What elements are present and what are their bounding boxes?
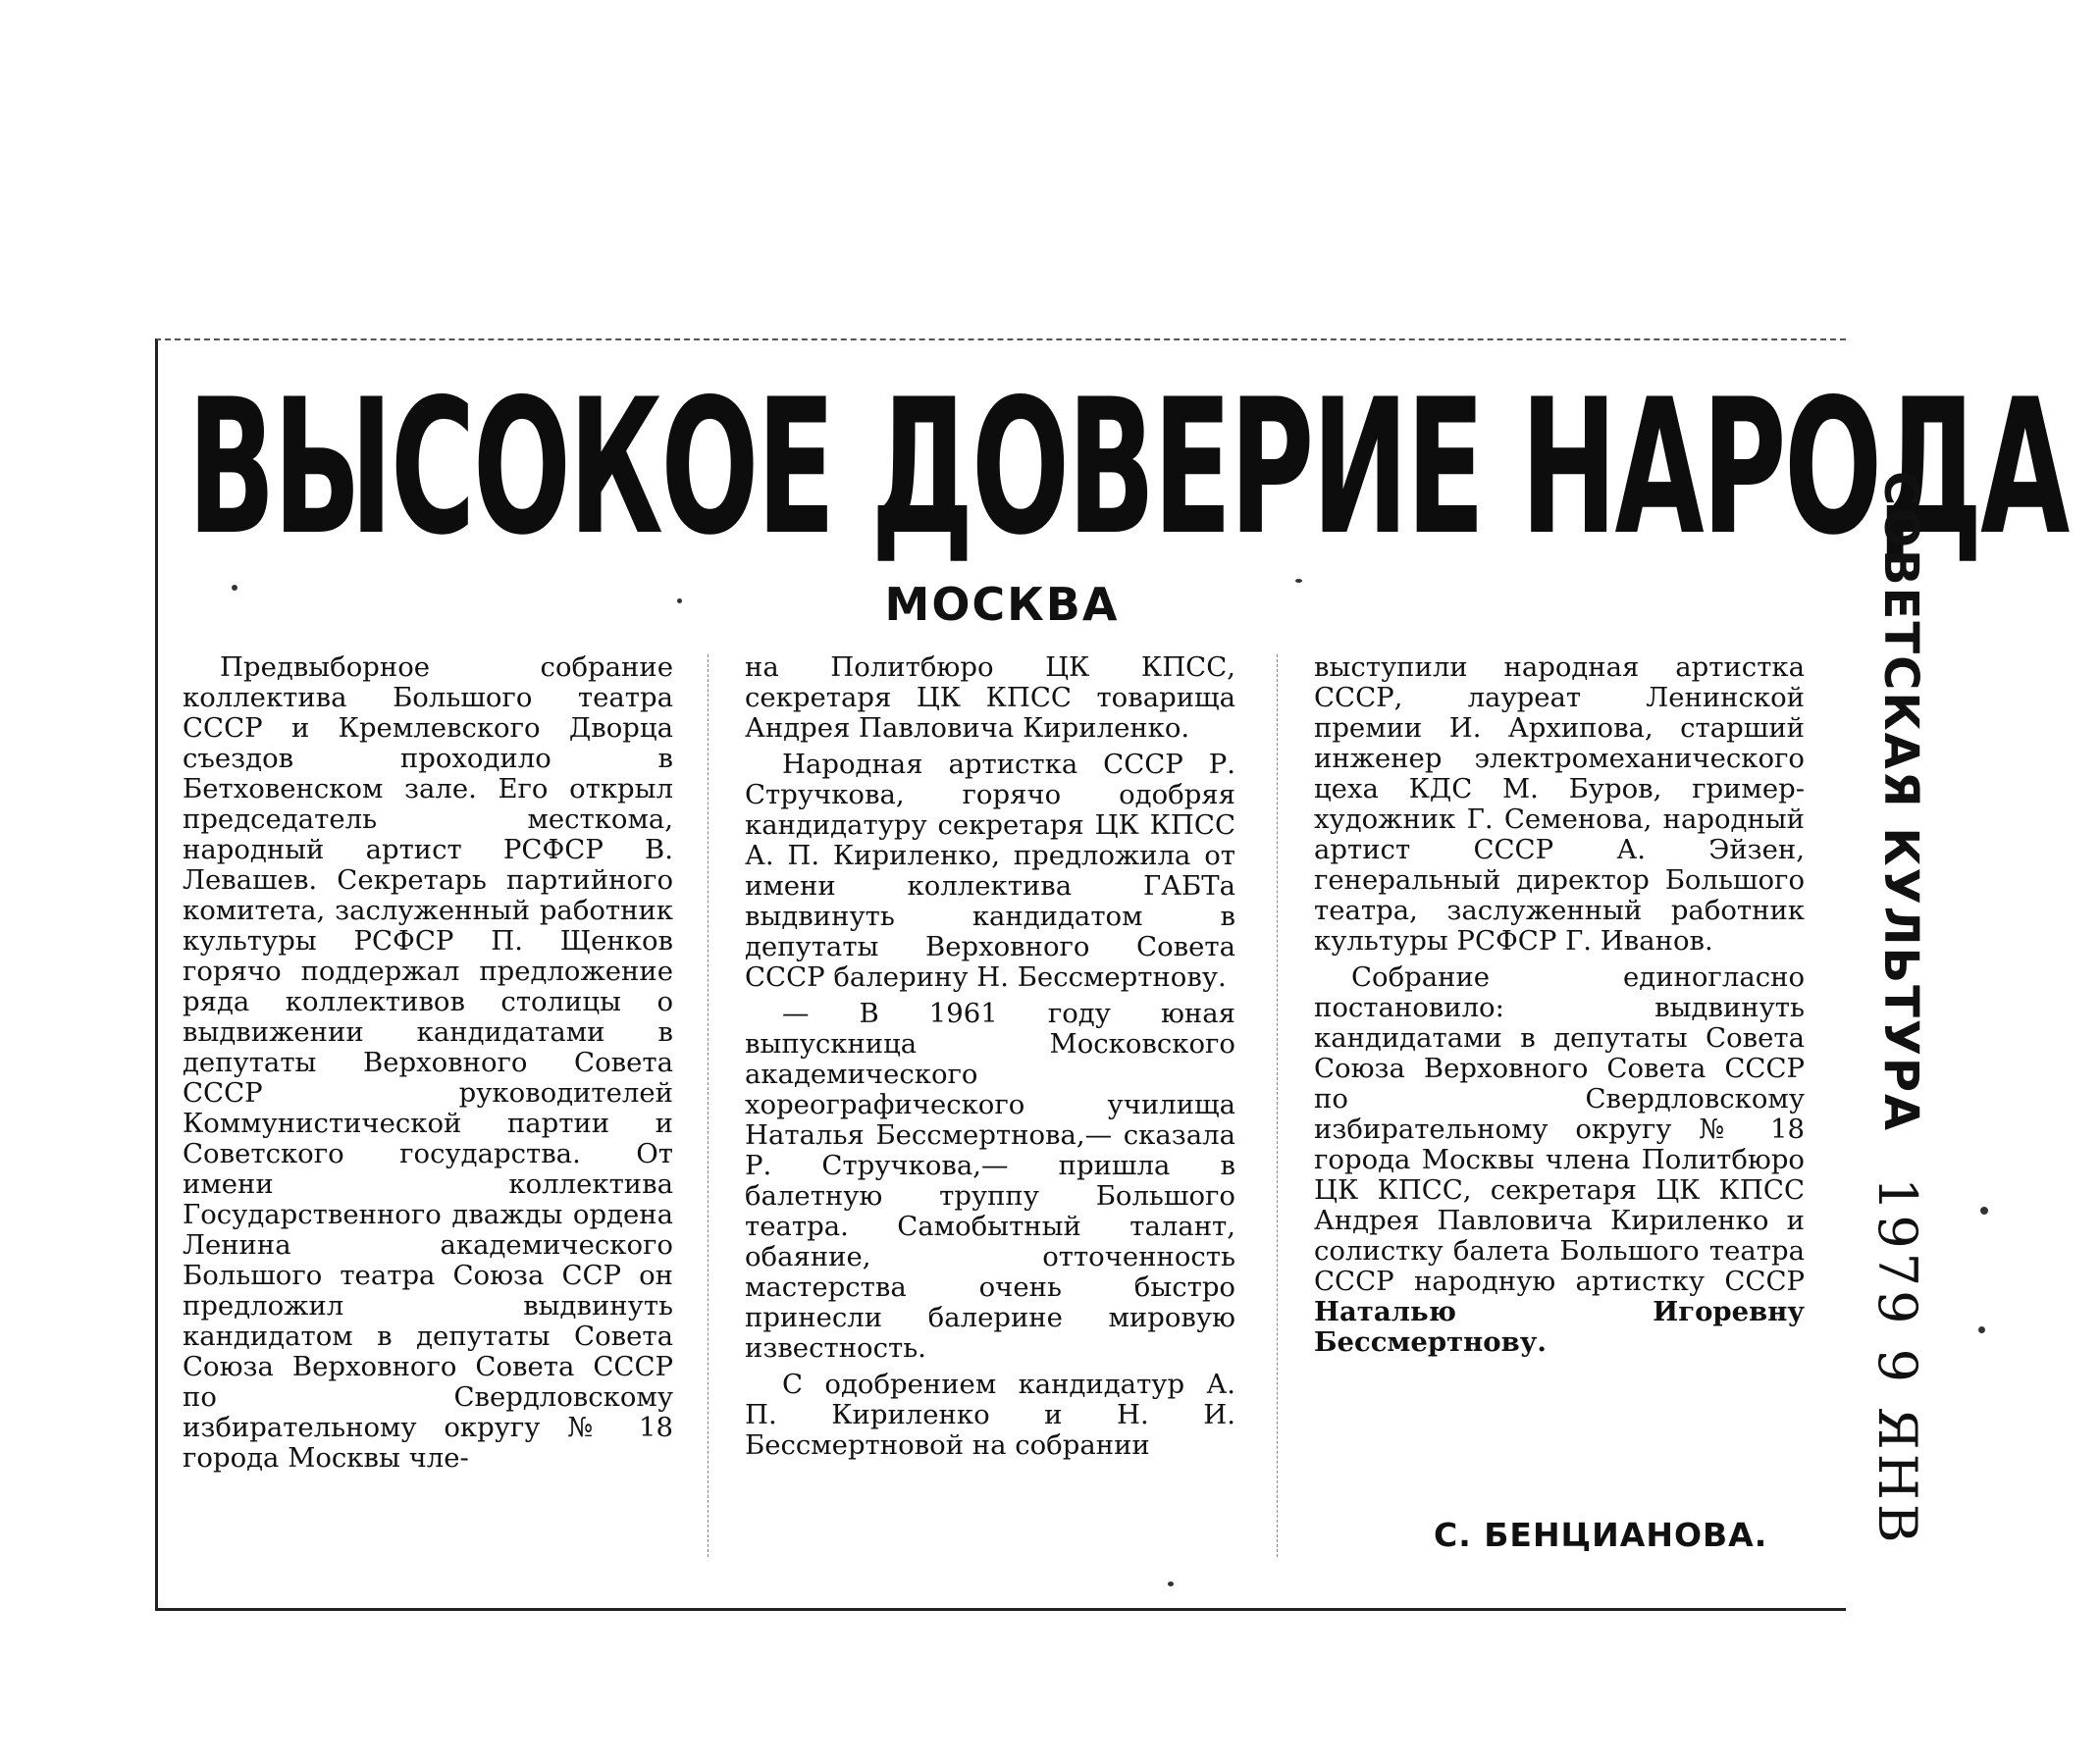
dateline-city: МОСКВА	[884, 578, 1120, 631]
paragraph: на Политбюро ЦК КПСС, секретаря ЦК КПСС товарища Андрея Павловича Кириленко.	[745, 651, 1235, 744]
source-stamp: СОВЕТСКАЯ КУЛЬТУРА	[1873, 471, 1928, 1133]
paragraph: С одобрением кандидатур А. П. Кириленко и Н. И. Бессмертновой на собрании	[745, 1369, 1235, 1461]
paragraph: — В 1961 году юная выпускница Московского академического хореографического училища Наталья Бессмертнова,— сказала Р. Стручкова,— пришла в балетную труппу Большого театра. Самобытный талант, обаяние, отточенность мастерства очень быстро принесли балерине мировую известность.	[745, 998, 1235, 1364]
print-speck	[1295, 579, 1302, 583]
nominee-name: Наталью Игоревну Бессмертнову.	[1314, 1296, 1805, 1358]
column-divider	[1277, 654, 1278, 1557]
author-byline: С. БЕНЦИАНОВА.	[1434, 1516, 1768, 1554]
date-stamp: 1979 9 ЯНВ	[1866, 1177, 1928, 1547]
paragraph: выступили народная артистка СССР, лауреат Ленинской премии И. Архипова, старший инженер электромеханического цеха КДС М. Буров, гример-художник Г. Семенова, народный артист СССР А. Эйзен, генеральный директор Большого театра, заслуженный работник культуры РСФСР Г. Иванов.	[1314, 651, 1805, 957]
paragraph: Предвыборное собрание коллектива Большого театра СССР и Кремлевского Дворца съездов проходило в Бетховенском зале. Его открыл председатель месткома, народный артист РСФСР В. Левашев. Секретарь партийного комитета, заслуженный работник культуры РСФСР П. Щенков горячо поддержал предложение ряда коллективов столицы о выдвижении кандидатами в депутаты Верховного Совета СССР руководителей Коммунистической партии и Советского государства. От имени коллектива Государственного дважды ордена Ленина академического Большого театра Союза ССР он предложил выдвинуть кандидатом в депутаты Совета Союза Верховного Совета СССР по Свердловскому избирательному округу № 18 города Москвы чле-	[183, 651, 673, 1474]
headline: ВЫСОКОЕ ДОВЕРИЕ НАРОДА	[187, 359, 2068, 576]
article-column-2	[745, 652, 1235, 1467]
paragraph: Народная артистка СССР Р. Стручкова, горячо одобряя кандидатуру секретаря ЦК КПСС А. П. Кириленко, предложила от имени коллектива ГАБТа выдвинуть кандидатом в депутаты Верховного Совета СССР балерину Н. Бессмертнову.	[745, 749, 1235, 993]
paragraph	[1314, 962, 1805, 1358]
article-column-3	[1314, 652, 1805, 1364]
print-speck	[1978, 1326, 1985, 1333]
print-speck	[1168, 1582, 1174, 1586]
print-speck	[677, 598, 682, 603]
paragraph-text: Собрание единогласно постановило: выдвинуть кандидатами в депутаты Совета Союза Верховного Совета СССР по Свердловскому избирательному округу № 18 города Москвы члена Политбюро ЦК КПСС, секретаря ЦК КПСС Андрея Павловича Кириленко и солистку балета Большого театра СССР народную артистку СССР	[1314, 961, 1805, 1297]
print-speck	[232, 585, 237, 591]
article-column-1	[183, 652, 673, 1479]
print-speck	[1980, 1207, 1988, 1215]
column-divider	[708, 654, 709, 1557]
